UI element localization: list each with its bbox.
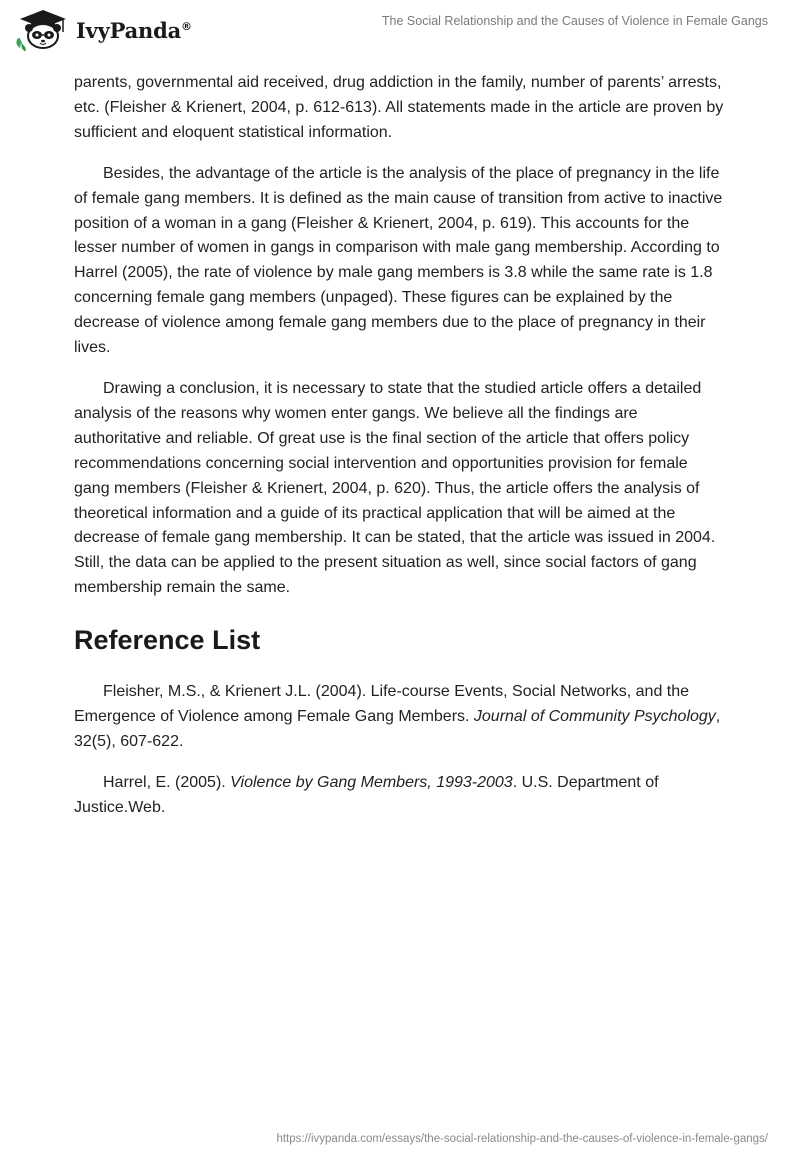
paragraph-pregnancy: Besides, the advantage of the article is the analysis of the place of pregnancy in the life of female gang members. It is defined as the main cause of transition from active to inactive position of a woman in a gang (Fleisher & Krienert, 2004, p. 619). This accounts for the lesser number of women in gangs in comparison with male gang membership. According to Harrel (2005), the rate of violence by male gang members is 3.8 while the same rate is 1.8 concerning female gang members (unpaged). These figures can be explained by the decrease of violence among female gang members due to the place of pregnancy in their lives. xyxy=(74,164,723,357)
registered-mark: ® xyxy=(181,19,192,33)
paragraph-continued: parents, governmental aid received, drug addiction in the family, number of parents’ arrests, etc. (Fleisher & Krienert, 2004, p. 612-613). All statements made in the article are proven by sufficient and eloquent statistical information. xyxy=(74,74,724,141)
ivypanda-logo[interactable] xyxy=(14,8,192,52)
reference-fleisher-journal: Journal of Community Psychology xyxy=(473,708,716,726)
panda-graduate-icon xyxy=(14,8,72,52)
brand-label: IvyPanda xyxy=(76,17,182,43)
source-url[interactable]: https://ivypanda.com/essays/the-social-relationship-and-the-causes-of-violence-in-female-gangs/ xyxy=(276,1133,768,1145)
reference-item xyxy=(74,680,724,755)
reference-harrel-publisher: . U.S. Department of Justice.Web. xyxy=(74,773,659,816)
paragraph-conclusion: Drawing a conclusion, it is necessary to state that the studied article offers a detailed analysis of the reasons why women enter gangs. We believe all the findings are authoritative and reliable. Of great use is the final section of the article that offers policy recommendations concerning social intervention and opportunities provision for female gang members (Fleisher & Krienert, 2004, p. 620). Thus, the article offers the analysis of theoretical information and a guide of its practical application that will be aimed at the decrease of female gang membership. It can be stated, that the article was issued in 2004. Still, the data can be applied to the present situation as well, since social factors of gang membership remain the same. xyxy=(74,379,716,597)
reference-list-heading: Reference List xyxy=(74,625,261,656)
reference-item xyxy=(74,771,724,821)
reference-fleisher-text: Fleisher, M.S., & Krienert J.L. (2004). Life-course Events, Social Networks, and the Emergence of Violence among Female Gang Members. xyxy=(74,683,690,726)
reference-harrel-title: Violence by Gang Members, 1993-2003 xyxy=(230,773,513,791)
brand-name xyxy=(76,18,192,43)
essay-content xyxy=(74,71,724,837)
reference-fleisher-details: , 32(5), 607-622. xyxy=(74,708,721,750)
document-title: The Social Relationship and the Causes of Violence in Female Gangs xyxy=(381,14,768,28)
reference-harrel-author: Harrel, E. (2005). xyxy=(103,773,231,791)
page-header xyxy=(0,0,800,60)
